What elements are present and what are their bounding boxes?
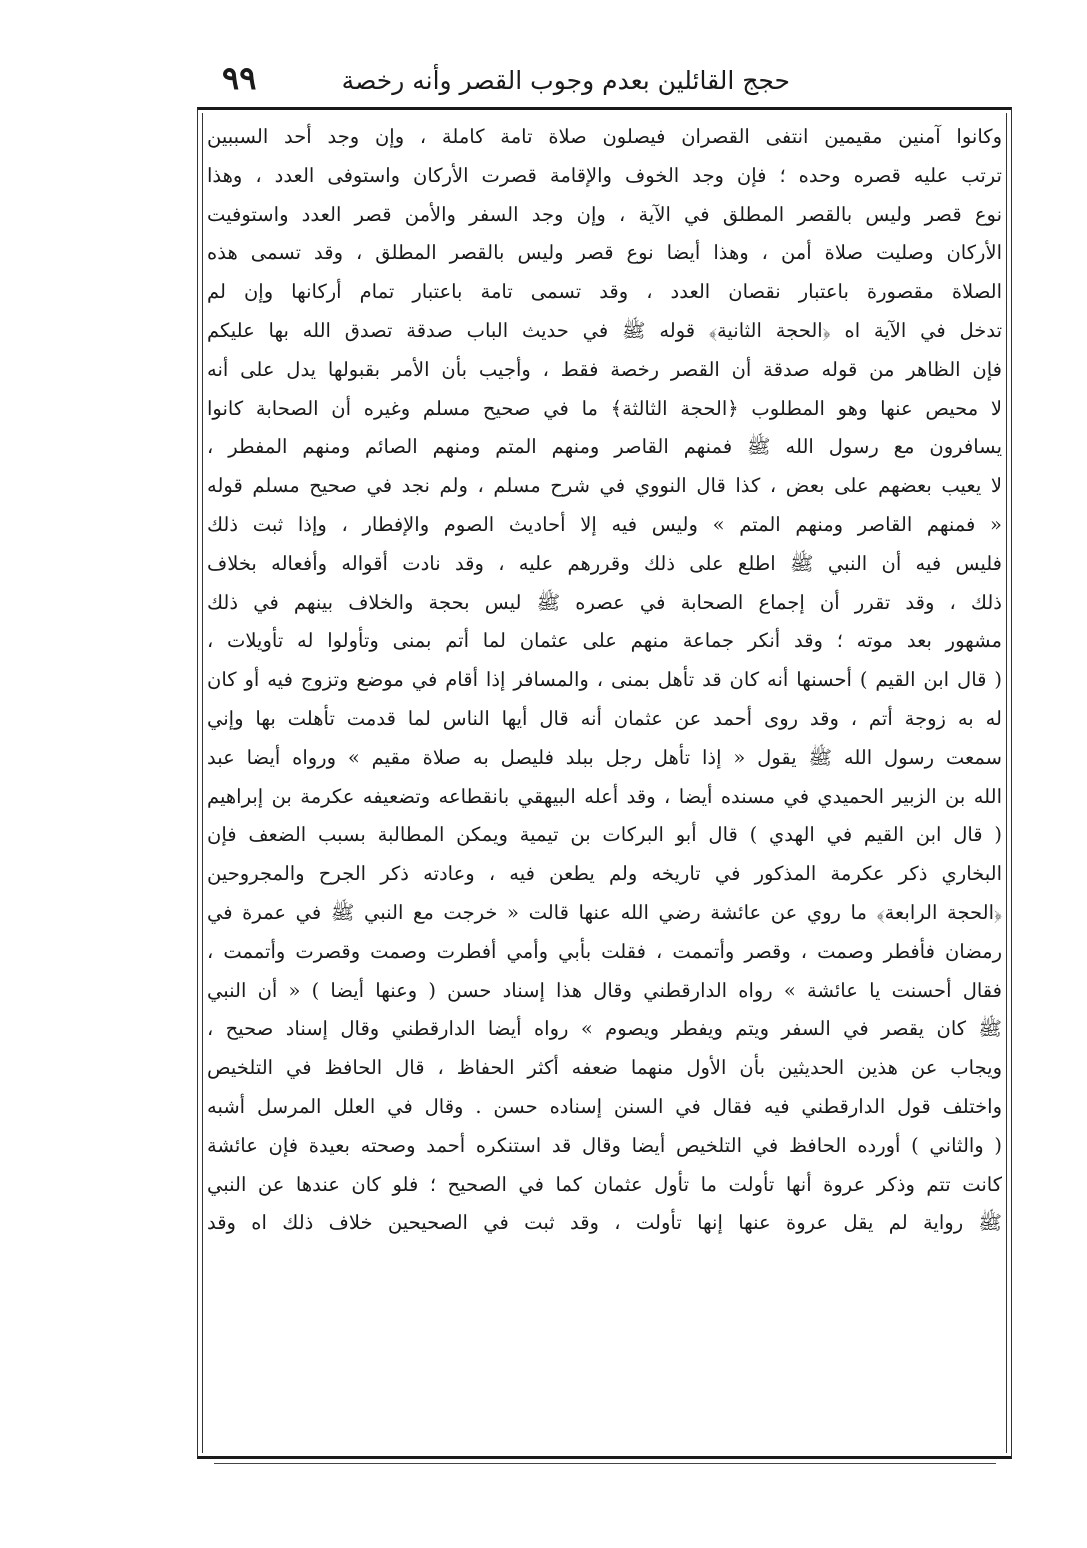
text-line: سمعت رسول الله ﷺ يقول « إذا تأهل رجل ببلد فليصل به صلاة مقيم » ورواه أيضا عبد xyxy=(207,745,1002,769)
text-line: ( قال ابن القيم في الهدي ) قال أبو البركات بن تيمية ويمكن المطالبة بسبب الضعف فإن xyxy=(207,823,1002,847)
text-line: البخاري ذكر عكرمة المذكور في تاريخه ولم يطعن فيه ، وعادته ذكر الجرح والمجروحين xyxy=(207,862,1002,886)
page-number: ٩٩ xyxy=(222,59,257,97)
text-line: الصلاة مقصورة باعتبار نقصان العدد ، وقد تسمى تامة باعتبار تمام أركانها وإن لم xyxy=(207,280,1002,304)
text-line: واختلف قول الدارقطني فيه فقال في السنن إسناده حسن . وقال في العلل المرسل أشبه xyxy=(207,1094,1002,1118)
text-line: ( قال ابن القيم ) أحسنها أنه كان قد تأهل بمنى ، والمسافر إذا أقام في موضع وتزوج فيه أو كان xyxy=(207,668,1002,692)
body-text xyxy=(207,118,1002,1243)
text-line: رمضان فأفطر وصمت ، وقصر وأتممت ، فقلت بأبي وأمي أفطرت وصمت وقصرت وأتممت ، xyxy=(207,939,1002,963)
text-line: ﷺ رواية لم يقل عروة عنها إنها تأولت ، وقد ثبت في الصحيحين خلاف ذلك اه وقد xyxy=(207,1211,1002,1235)
footer-rule xyxy=(214,1463,996,1464)
text-line: ﷺ كان يقصر في السفر ويتم ويفطر ويصوم » رواه أيضا الدارقطني وقال إسناد صحيح ، xyxy=(207,1017,1002,1041)
running-header: حجج القائلين بعدم وجوب القصر وأنه رخصة xyxy=(341,66,790,95)
text-line: لا يعيب بعضهم على بعض ، كذا قال النووي في شرح مسلم ، ولم نجد في صحيح مسلم قوله xyxy=(207,474,1002,498)
text-line: ﴿الحجة الرابعة﴾ ما روي عن عائشة رضي الله عنها قالت « خرجت مع النبي ﷺ في عمرة في xyxy=(207,900,1002,924)
text-line: له به زوجة أتم ، وقد روى أحمد عن عثمان أنه قال أيها الناس لما قدمت تأهلت بها وإني xyxy=(207,706,1002,730)
text-line: فليس فيه أن النبي ﷺ اطلع على ذلك وقررهم عليه ، وقد نادت أقواله وأفعاله بخلاف xyxy=(207,551,1002,575)
text-line: « فمنهم القاصر ومنهم المتم » وليس فيه إلا أحاديث الصوم والإفطار ، وإذا ثبت ذلك xyxy=(207,512,1002,536)
text-line: مشهور بعد موته ؛ وقد أنكر جماعة منهم على عثمان لما أتم بمنى وتأولوا له تأويلات ، xyxy=(207,629,1002,653)
text-line: فقال أحسنت يا عائشة » رواه الدارقطني وقال هذا إسناد حسن ( وعنها أيضا ) « أن النبي xyxy=(207,978,1002,1002)
text-line: وكانوا آمنين مقيمين انتفى القصران فيصلون صلاة تامة كاملة ، وإن وجد أحد السببين xyxy=(207,125,1002,148)
text-line: ( والثاني ) أورده الحافظ في التلخيص أيضا وقال قد استنكره أحمد وصحته بعيدة فإن عائشة xyxy=(207,1133,1002,1157)
text-line: الله بن الزبير الحميدي في مسنده أيضا ، وقد أعله البيهقي بانقطاعه وتضعيفه عكرمة بن إبراهيم xyxy=(207,784,1002,808)
text-line: لا محيص عنها وهو المطلوب ﴿الحجة الثالثة﴾ ما في صحيح مسلم وغيره أن الصحابة كانوا xyxy=(207,396,1002,420)
text-line: ويجاب عن هذين الحديثين بأن الأول منهما ضعفه أكثر الحفاظ ، قال الحافظ في التلخيص xyxy=(207,1056,1002,1080)
text-line: تدخل في الآية اه ﴿الحجة الثانية﴾ قوله ﷺ في حديث الباب صدقة تصدق الله بها عليكم xyxy=(207,318,1002,342)
text-line: يسافرون مع رسول الله ﷺ فمنهم القاصر ومنهم المتم ومنهم الصائم ومنهم المفطر ، xyxy=(207,435,1002,459)
text-line: الأركان وصليت صلاة أمن ، وهذا أيضا نوع قصر وليس بالقصر المطلق ، وقد تسمى هذه xyxy=(207,241,1002,265)
text-line: ترتب عليه قصره وحده ؛ فإن وجد الخوف والإقامة قصرت الأركان واستوفى العدد ، وهذا xyxy=(207,163,1002,187)
text-line: فإن الظاهر من قوله صدقة أن القصر رخصة فقط ، وأجيب بأن الأمر بقبولها يدل على أنه xyxy=(207,357,1002,381)
text-line: ذلك ، وقد تقرر أن إجماع الصحابة في عصره ﷺ ليس بحجة والخلاف بينهم في ذلك xyxy=(207,590,1002,614)
text-line: نوع قصر وليس بالقصر المطلق في الآية ، وإن وجد السفر والأمن قصر العدد واستوفيت xyxy=(207,202,1002,226)
text-line: كانت تتم وذكر عروة أنها تأولت ما تأول عثمان كما في الصحيح ؛ فلو كان عندها عن النبي xyxy=(207,1172,1002,1196)
